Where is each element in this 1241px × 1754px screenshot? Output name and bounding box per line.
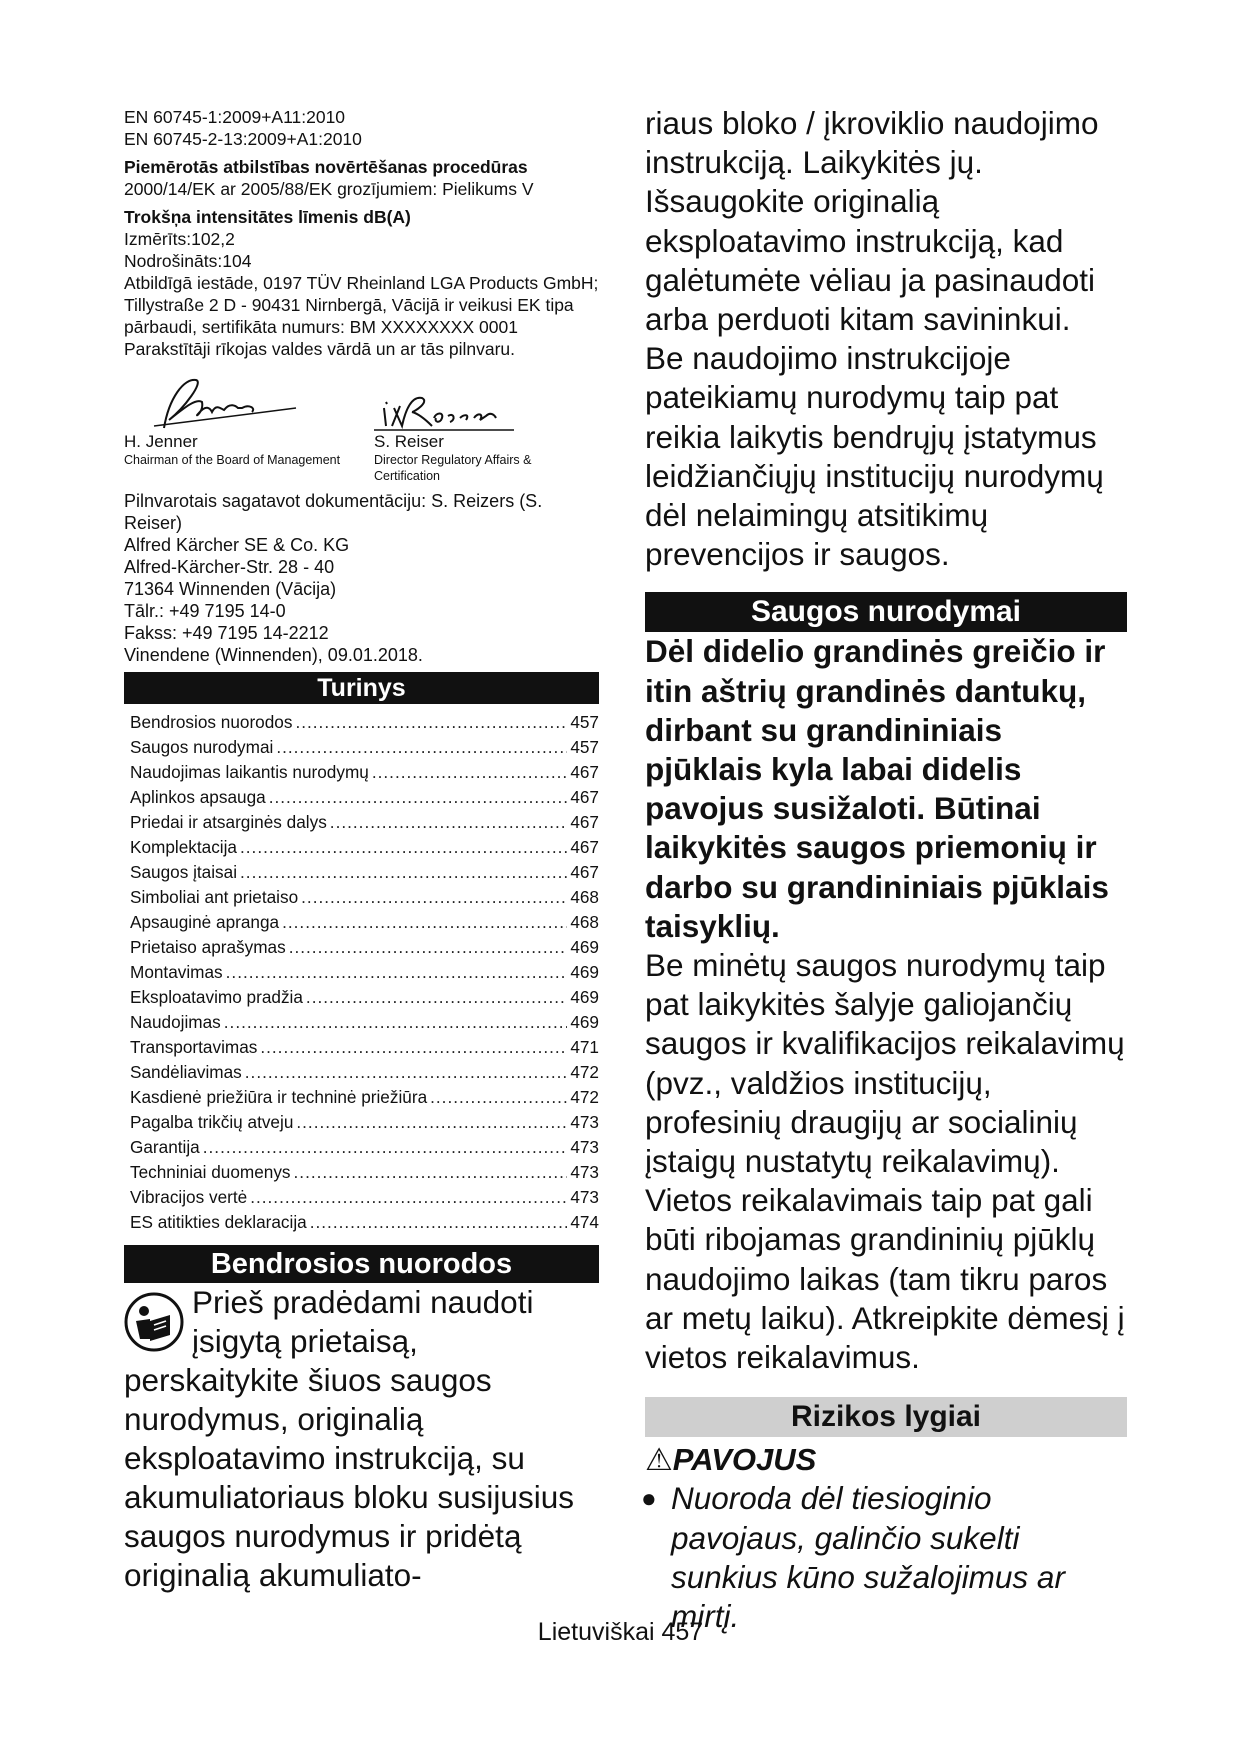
toc-leader-dots bbox=[203, 1135, 568, 1160]
toc-leader-dots bbox=[282, 910, 567, 935]
signature-right bbox=[374, 368, 599, 484]
toc-leader-dots bbox=[295, 710, 567, 735]
intro-text: Prieš pradėdami naudoti įsigytą prietaisą, perskaitykite šiuos saugos nurodymus, originalią eksploatavimo instrukciją, su akumuliatoriaus bloku susijusius saugos nurodymus ir pridėtą originalią akumuliato- bbox=[124, 1284, 574, 1593]
toc-item-label: Techniniai duomenys bbox=[130, 1162, 291, 1182]
certification-text: Atbildīgā iestāde, 0197 TÜV Rheinland LGA Products GmbH; Tillystraße 2 D - 90431 Nirnbergā, Vācijā ir veikusi EK tipa pārbaudi, sertifikāta numurs: BM XXXXXXXX 0001 bbox=[124, 273, 599, 337]
handwritten-signature-jenner bbox=[124, 368, 299, 432]
toc-leader-dots bbox=[240, 835, 567, 860]
signature-left bbox=[124, 368, 340, 468]
left-column bbox=[124, 106, 599, 1595]
toc-leader-dots bbox=[289, 935, 568, 960]
toc-item-page: 457 bbox=[570, 712, 599, 732]
toc-item[interactable] bbox=[130, 985, 599, 1010]
page-footer: Lietuviškai 457 bbox=[537, 1618, 704, 1646]
toc-item-label: Montavimas bbox=[130, 962, 223, 982]
standard-1: EN 60745-1:2009+A11:2010 bbox=[124, 107, 346, 127]
address-line: Vinendene (Winnenden), 09.01.2018. bbox=[124, 645, 423, 665]
toc-leader-dots bbox=[301, 885, 567, 910]
toc-item[interactable] bbox=[130, 1085, 599, 1110]
toc-item[interactable] bbox=[130, 785, 599, 810]
toc-item[interactable] bbox=[130, 760, 599, 785]
toc-leader-dots bbox=[296, 1110, 567, 1135]
address-line: 71364 Winnenden (Vācija) bbox=[124, 579, 337, 599]
toc-item[interactable] bbox=[130, 810, 599, 835]
toc-item-page: 474 bbox=[570, 1212, 599, 1232]
address-line: Alfred-Kärcher-Str. 28 - 40 bbox=[124, 557, 335, 577]
toc-item-label: Saugos nurodymai bbox=[130, 737, 274, 757]
toc-leader-dots bbox=[294, 1160, 568, 1185]
toc-item[interactable] bbox=[130, 1060, 599, 1085]
toc-item-label: ES atitikties deklaracija bbox=[130, 1212, 307, 1232]
toc-leader-dots bbox=[269, 785, 568, 810]
toc-item-page: 469 bbox=[570, 987, 599, 1007]
toc-item-page: 468 bbox=[570, 912, 599, 932]
toc-item-page: 467 bbox=[570, 837, 599, 857]
toc-item-page: 457 bbox=[570, 737, 599, 757]
toc-item[interactable] bbox=[130, 1035, 599, 1060]
address-line: Fakss: +49 7195 14-2212 bbox=[124, 623, 329, 643]
intro-continuation: riaus bloko / įkroviklio naudojimo instrukciją. Laikykitės jų. Išsaugokite originalią eksploatavimo instrukciją, kad galėtumėte vėliau ja pasinaudoti arba perduoti kitam savininkui. bbox=[645, 105, 1099, 338]
toc-item-page: 468 bbox=[570, 887, 599, 907]
toc-leader-dots bbox=[306, 985, 567, 1010]
toc-item-page: 472 bbox=[570, 1062, 599, 1082]
toc-item[interactable] bbox=[130, 1185, 599, 1210]
toc-item-page: 469 bbox=[570, 937, 599, 957]
intro-section bbox=[124, 1283, 599, 1595]
safety-text: Be minėtų saugos nurodymų taip pat laikykitės šalyje galiojančių saugos ir kvalifikacijos reikalavimų (pvz., valdžios institucijų, profesinių draugijų ar socialinių įstaigų nustatytų reikalavimų). Vietos reikalavimais taip pat gali būti ribojamas grandininių pjūklų naudojimo laikas (tam tikru paros ar metų laiku). Atkreipkite dėmesį į vietos reikalavimus. bbox=[645, 947, 1125, 1376]
toc-item-page: 467 bbox=[570, 762, 599, 782]
toc-item-label: Prietaiso aprašymas bbox=[130, 937, 286, 957]
toc-item[interactable] bbox=[130, 710, 599, 735]
toc-item[interactable] bbox=[130, 1135, 599, 1160]
toc-item[interactable] bbox=[130, 860, 599, 885]
toc-leader-dots bbox=[372, 760, 567, 785]
toc-item-page: 473 bbox=[570, 1162, 599, 1182]
toc-item[interactable] bbox=[130, 935, 599, 960]
toc-item-page: 467 bbox=[570, 812, 599, 832]
toc-item[interactable] bbox=[130, 910, 599, 935]
handwritten-signature-reiser bbox=[374, 368, 514, 432]
toc-item-page: 473 bbox=[570, 1112, 599, 1132]
danger-label bbox=[645, 1441, 1127, 1479]
signer-right-title: Director Regulatory Affairs & Certification bbox=[374, 453, 532, 483]
toc-item-label: Aplinkos apsauga bbox=[130, 787, 266, 807]
toc-leader-dots bbox=[250, 1185, 567, 1210]
noise-measured: Izmērīts:102,2 bbox=[124, 229, 235, 249]
toc-item-page: 469 bbox=[570, 962, 599, 982]
toc-item-label: Bendrosios nuorodos bbox=[130, 712, 293, 732]
toc-item-label: Komplektacija bbox=[130, 837, 237, 857]
toc-item-label: Kasdienė priežiūra ir techninė priežiūra bbox=[130, 1087, 428, 1107]
signer-right-name: S. Reiser bbox=[374, 432, 444, 451]
signatures bbox=[124, 368, 599, 483]
toc-leader-dots bbox=[260, 1035, 567, 1060]
toc-item[interactable] bbox=[130, 1160, 599, 1185]
danger-label-text: PAVOJUS bbox=[672, 1442, 817, 1478]
toc-item[interactable] bbox=[130, 885, 599, 910]
toc-item-label: Pagalba trikčių atveju bbox=[130, 1112, 294, 1132]
toc-item[interactable] bbox=[130, 835, 599, 860]
standard-2: EN 60745-2-13:2009+A1:2010 bbox=[124, 129, 362, 149]
toc-item-page: 473 bbox=[570, 1137, 599, 1157]
toc-item-label: Vibracijos vertė bbox=[130, 1187, 248, 1207]
address-block bbox=[124, 490, 599, 666]
toc-item[interactable] bbox=[130, 735, 599, 760]
toc-item-label: Garantija bbox=[130, 1137, 200, 1157]
toc-leader-dots bbox=[430, 1085, 567, 1110]
toc-item-page: 469 bbox=[570, 1012, 599, 1032]
toc-item-label: Sandėliavimas bbox=[130, 1062, 242, 1082]
toc-heading: Turinys bbox=[124, 672, 599, 704]
toc-item-label: Naudojimas bbox=[130, 1012, 221, 1032]
toc-item-label: Priedai ir atsarginės dalys bbox=[130, 812, 327, 832]
toc-item-page: 467 bbox=[570, 862, 599, 882]
address-line: Tālr.: +49 7195 14-0 bbox=[124, 601, 286, 621]
toc-item[interactable] bbox=[130, 960, 599, 985]
toc-item-label: Simboliai ant prietaiso bbox=[130, 887, 299, 907]
safety-heading: Saugos nurodymai bbox=[645, 592, 1127, 632]
toc-leader-dots bbox=[310, 1210, 568, 1235]
toc-item-label: Saugos įtaisai bbox=[130, 862, 238, 882]
danger-bullet: ● Nuoroda dėl tiesioginio pavojaus, galinčio sukelti sunkius kūno sužalojimus ar mirtį. bbox=[645, 1479, 1127, 1636]
noise-guaranteed: Nodrošināts:104 bbox=[124, 251, 252, 271]
toc-item-label: Eksploatavimo pradžia bbox=[130, 987, 303, 1007]
toc-item-page: 467 bbox=[570, 787, 599, 807]
toc-leader-dots bbox=[240, 860, 567, 885]
risk-heading: Rizikos lygiai bbox=[645, 1397, 1127, 1437]
toc-leader-dots bbox=[226, 960, 568, 985]
toc-leader-dots bbox=[245, 1060, 568, 1085]
read-manual-icon bbox=[124, 1291, 184, 1353]
toc-item-label: Apsauginė apranga bbox=[130, 912, 280, 932]
declaration-block bbox=[124, 106, 599, 360]
address-line: Alfred Kärcher SE & Co. KG bbox=[124, 535, 350, 555]
toc-item-page: 473 bbox=[570, 1187, 599, 1207]
procedures-text: 2000/14/EK ar 2005/88/EK grozījumiem: Pielikums V bbox=[124, 179, 534, 199]
warning-triangle-icon: ⚠ bbox=[645, 1442, 673, 1478]
signer-left-title: Chairman of the Board of Management bbox=[124, 453, 341, 467]
safety-warning-bold: Dėl didelio grandinės greičio ir itin aštrių grandinės dantukų, dirbant su grandininiais pjūklais kyla labai didelis pavojus susižaloti. Būtinai laikykitės saugos priemonių ir darbo su grandininiais pjūklais taisyklių. bbox=[645, 633, 1109, 944]
general-heading: Bendrosios nuorodos bbox=[124, 1245, 599, 1283]
paragraph-general: Be naudojimo instrukcijoje pateikiamų nurodymų taip pat reikia laikytis bendrųjų įstatymus leidžiančiųjų institucijų nurodymų dėl nelaimingų atsitikimų prevencijos ir saugos. bbox=[645, 340, 1104, 573]
toc-item-page: 471 bbox=[570, 1037, 599, 1057]
toc-leader-dots bbox=[276, 735, 567, 760]
signers-note: Parakstītāji rīkojas valdes vārdā un ar tās pilnvaru. bbox=[124, 339, 516, 359]
toc-leader-dots bbox=[330, 810, 568, 835]
procedures-heading: Piemērotās atbilstības novērtēšanas procedūras bbox=[124, 157, 528, 177]
noise-heading: Trokšņa intensitātes līmenis dB(A) bbox=[124, 207, 411, 227]
table-of-contents bbox=[124, 704, 599, 1235]
toc-item-label: Transportavimas bbox=[130, 1037, 258, 1057]
signer-left-name: H. Jenner bbox=[124, 432, 198, 451]
right-column bbox=[645, 104, 1127, 1636]
toc-leader-dots bbox=[224, 1010, 568, 1035]
toc-item-label: Naudojimas laikantis nurodymų bbox=[130, 762, 369, 782]
toc-item[interactable] bbox=[130, 1010, 599, 1035]
toc-item[interactable] bbox=[130, 1110, 599, 1135]
toc-item-page: 472 bbox=[570, 1087, 599, 1107]
toc-item[interactable] bbox=[130, 1210, 599, 1235]
address-line: Pilnvarotais sagatavot dokumentāciju: S. Reizers (S. Reiser) bbox=[124, 491, 543, 533]
